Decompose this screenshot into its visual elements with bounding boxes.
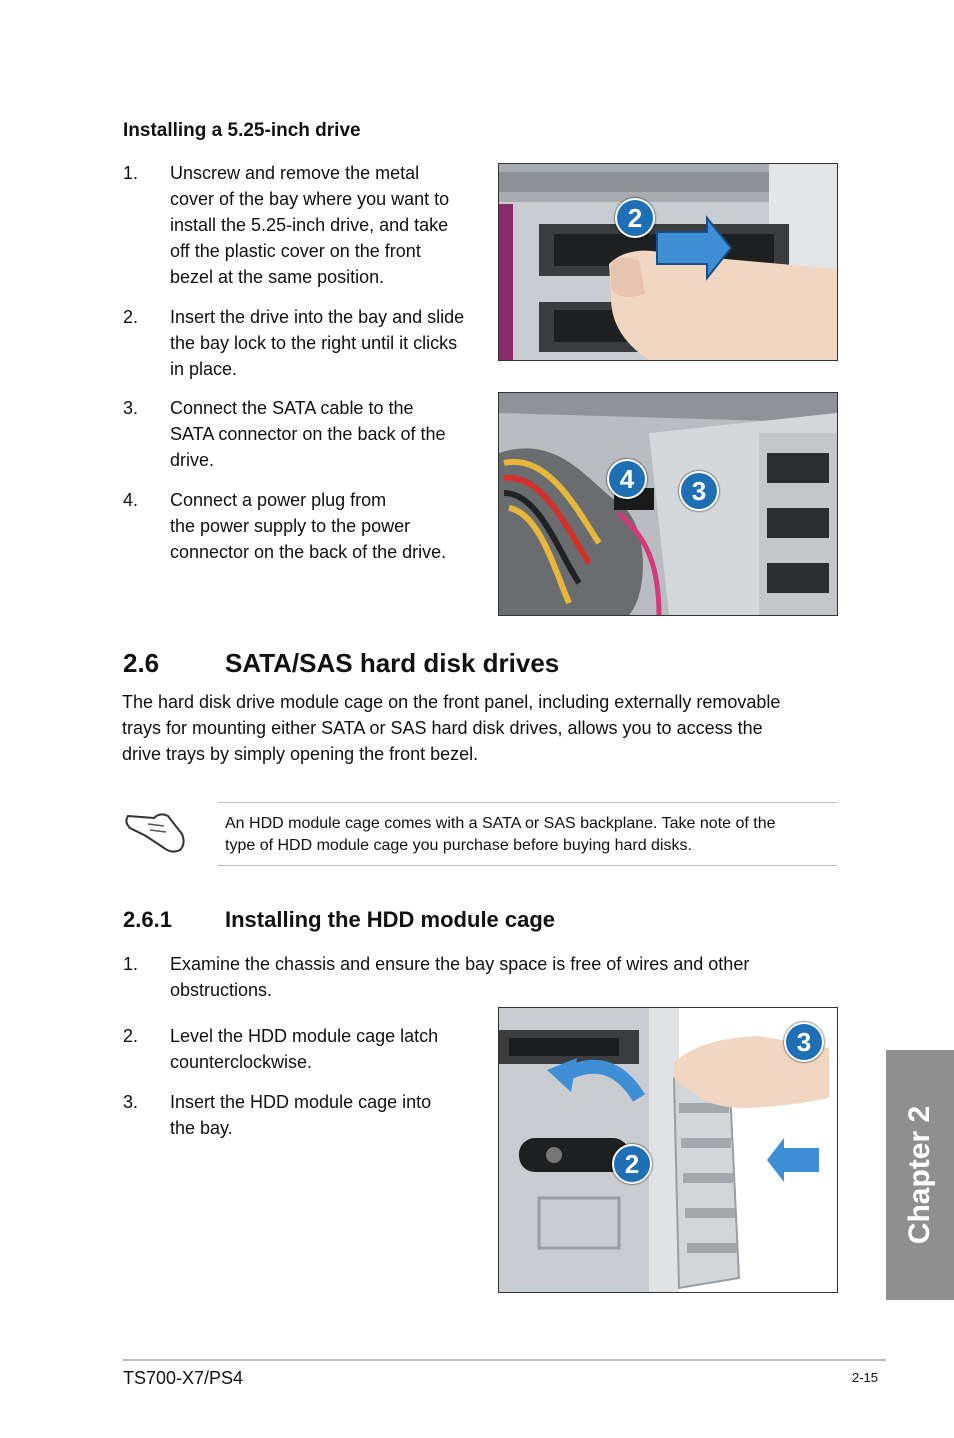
subsection-heading-525: Installing a 5.25-inch drive <box>123 120 361 141</box>
step-line: cover of the bay where you want to <box>170 189 450 209</box>
paragraph-line: trays for mounting either SATA or SAS hard disk drives, allows you to access the <box>122 718 763 738</box>
step-line: connector on the back of the drive. <box>170 542 447 562</box>
step-line: Connect a power plug from <box>170 490 387 510</box>
paragraph-line: drive trays by simply opening the front bezel. <box>122 744 479 764</box>
footer-divider <box>123 1359 886 1361</box>
subsection-title: Installing the HDD module cage <box>225 907 556 932</box>
callout-badge-3: 3 <box>679 471 719 511</box>
step-number: 2. <box>123 307 139 327</box>
step-line: Unscrew and remove the metal <box>170 163 420 183</box>
section-number: 2.6 <box>123 648 160 678</box>
chapter-side-tab <box>886 1050 954 1300</box>
step-line: Level the HDD module cage latch <box>170 1026 439 1046</box>
photo-cable-connection <box>498 392 838 616</box>
footer-page-number: 2-15 <box>852 1370 879 1385</box>
note-text <box>225 813 830 857</box>
photo-cable-illustration <box>499 393 837 615</box>
step-line: the bay. <box>170 1118 233 1138</box>
note-line: An HDD module cage comes with a SATA or SAS backplane. Take note of the <box>225 815 776 832</box>
chapter-tab-label: Chapter 2 <box>903 1105 936 1245</box>
step-line: SATA connector on the back of the <box>170 424 446 444</box>
step-line: obstructions. <box>170 980 273 1000</box>
photo-bay-lock <box>498 163 838 361</box>
step-number: 3. <box>123 398 139 418</box>
step-number: 4. <box>123 490 139 510</box>
step-number: 1. <box>123 163 139 183</box>
note-line: type of HDD module cage you purchase before buying hard disks. <box>225 837 692 854</box>
section-title: SATA/SAS hard disk drives <box>225 648 560 678</box>
step-line: in place. <box>170 359 238 379</box>
step-line: the power supply to the power <box>170 516 411 536</box>
step-line: counterclockwise. <box>170 1052 313 1072</box>
photo-hdd-cage <box>498 1007 838 1293</box>
step-line: the bay lock to the right until it clicks <box>170 333 458 353</box>
callout-badge-2: 2 <box>612 1144 652 1184</box>
footer-model: TS700-X7/PS4 <box>123 1368 244 1388</box>
step-line: Connect the SATA cable to the <box>170 398 414 418</box>
section-paragraph <box>122 689 842 767</box>
step-number: 3. <box>123 1092 139 1112</box>
note-hand-icon <box>124 804 194 856</box>
step-line: bezel at the same position. <box>170 267 385 287</box>
callout-badge-3: 3 <box>784 1022 824 1062</box>
step-line: off the plastic cover on the front <box>170 241 421 261</box>
step-number: 1. <box>123 954 139 974</box>
step-line: drive. <box>170 450 215 470</box>
step-line: install the 5.25-inch drive, and take <box>170 215 449 235</box>
step-line: Insert the HDD module cage into <box>170 1092 432 1112</box>
step-number: 2. <box>123 1026 139 1046</box>
step-line: Examine the chassis and ensure the bay space is free of wires and other <box>170 954 750 974</box>
paragraph-line: The hard disk drive module cage on the front panel, including externally removable <box>122 692 781 712</box>
callout-badge-2: 2 <box>615 198 655 238</box>
photo-bay-lock-illustration <box>499 164 837 360</box>
callout-badge-4: 4 <box>607 459 647 499</box>
step-line: Insert the drive into the bay and slide <box>170 307 465 327</box>
subsection-number: 2.6.1 <box>123 907 172 932</box>
